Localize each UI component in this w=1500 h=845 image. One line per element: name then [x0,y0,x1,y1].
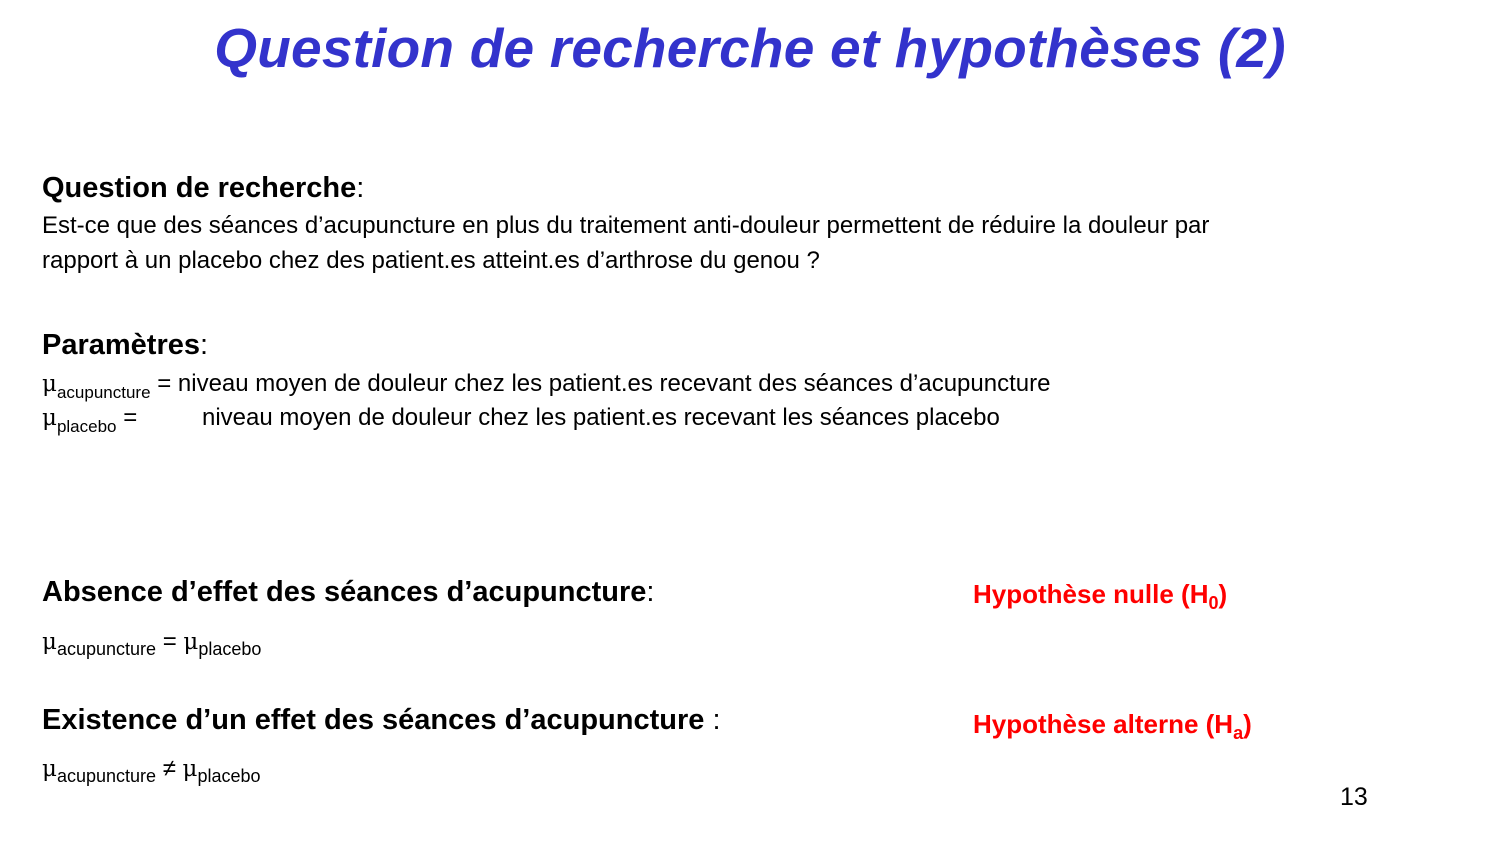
formula-operator: ≠ [162,755,176,782]
parameters-heading-text: Paramètres [42,329,200,361]
formula-subscript: placebo [198,639,262,659]
alternative-hypothesis-heading-colon: : [704,704,721,736]
parameter-equals: = [157,370,172,397]
parameters-heading-colon: : [200,329,209,361]
question-line-1: Est-ce que des séances d’acupuncture en plus du traitement anti-douleur permettent de réduire la douleur par [42,212,1210,239]
alternative-hypothesis-label-text: Hypothèse alterne (H [973,709,1234,739]
null-hypothesis-label-close: ) [1218,579,1228,609]
null-hypothesis-label [973,578,1228,613]
alternative-hypothesis-formula [42,751,261,787]
slide-title: Question de recherche et hypothèses (2) [214,17,1286,79]
null-hypothesis-label-subscript: 0 [1208,593,1219,613]
parameter-acupuncture [42,366,1050,402]
alternative-hypothesis-heading [42,703,721,737]
parameter-placebo-symbol [42,400,137,436]
null-hypothesis-formula [42,624,261,660]
parameters-heading [42,328,208,362]
parameter-equals: = [123,404,138,431]
page-number: 13 [1340,783,1368,811]
null-hypothesis-heading-colon: : [646,576,655,608]
mu-symbol: μ [42,371,57,397]
question-heading-text: Question de recherche [42,172,357,204]
parameter-placebo-definition: niveau moyen de douleur chez les patient.es recevant les séances placebo [202,404,1000,431]
question-heading-colon: : [356,172,365,204]
question-heading [42,171,364,205]
null-hypothesis-heading-text: Absence d’effet des séances d’acupuncture [42,576,647,608]
formula-subscript: acupuncture [56,766,157,786]
null-hypothesis-heading [42,575,654,609]
alternative-hypothesis-label-subscript: a [1233,723,1244,743]
alternative-hypothesis-label [973,708,1252,743]
formula-operator: = [162,628,177,655]
alternative-hypothesis-heading-text: Existence d’un effet des séances d’acupuncture [42,704,705,736]
formula-subscript: placebo [197,766,261,786]
formula-subscript: acupuncture [56,639,157,659]
mu-symbol: μ [183,629,199,655]
alternative-hypothesis-label-close: ) [1243,709,1252,739]
parameter-subscript: placebo [56,417,117,436]
question-line-2: rapport à un placebo chez des patient.es atteint.es d’arthrose du genou ? [42,247,820,274]
parameter-definition: niveau moyen de douleur chez les patient.es recevant des séances d’acupuncture [177,370,1051,397]
mu-symbol: μ [42,629,57,655]
mu-symbol: μ [42,405,57,431]
mu-symbol: μ [42,756,57,782]
parameter-subscript: acupuncture [56,383,151,402]
mu-symbol: μ [182,756,198,782]
null-hypothesis-label-text: Hypothèse nulle (H [973,579,1209,609]
